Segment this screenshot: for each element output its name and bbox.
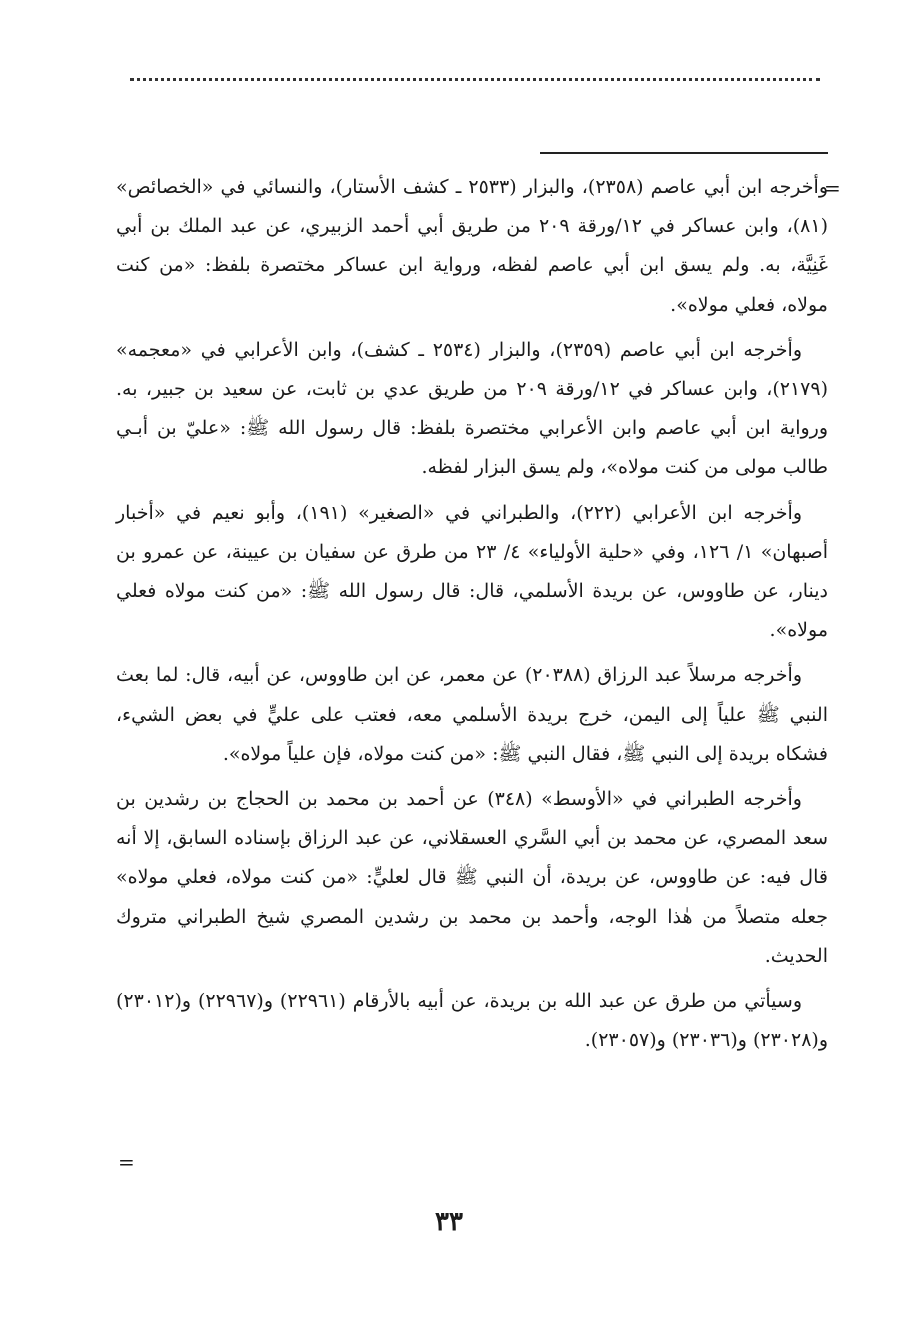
footnote-paragraph: وأخرجه الطبراني في «الأوسط» (٣٤٨) عن أحمد بن محمد بن الحجاج بن رشدين بن سعد المصري، عن محمد بن أبي السَّري العسقلاني، عن عبد الرزاق بإسناده السابق، إلا أنه قال فيه: عن طاووس، عن بريدة، أن النبي ﷺ قال لعليٍّ: «من كنت مولاه، فعلي مولاه» جعله متصلاً من هٰذا الوجه، وأحمد بن محمد بن رشدين المصري شيخ الطبراني متروك الحديث. [116,788,828,967]
footnote-paragraph: وأخرجه ابن أبي عاصم (٢٣٥٨)، والبزار (٢٥٣٣ ـ كشف الأستار)، والنسائي في «الخصائص» (٨١)، وابن عساكر في ١٢/ورقة ٢٠٩ من طريق أبي أحمد الزبيري، عن عبد الملك بن أبي غَنِيَّة، به. ولم يسق ابن أبي عاصم لفظه، ورواية ابن عساكر مختصرة بلفظ: «من كنت مولاه، فعلي مولاه». [116,176,829,316]
footnote-paragraph: وأخرجه ابن أبي عاصم (٢٣٥٩)، والبزار (٢٥٣٤ ـ كشف)، وابن الأعرابي في «معجمه» (٢١٧٩)، وابن عساكر في ١٢/ورقة ٢٠٩ من طريق عدي بن ثابت، عن سعيد بن جبير، به. ورواية ابن أبي عاصم وابن الأعرابي مختصرة بلفظ: قال رسول الله ﷺ: «عليّ بن أبـي طالب مولى من كنت مولاه»، ولم يسق البزار لفظه. [116,338,828,479]
dotted-separator [130,78,820,81]
footnote-paragraph: وأخرجه ابن الأعرابي (٢٢٢)، والطبراني في «الصغير» (١٩١)، وأبو نعيم في «أخبار أصبهان» ١/ ١٢٦، وفي «حلية الأولياء» ٤/ ٢٣ من طرق عن سفيان بن عيينة، عن عمرو بن دينار، عن طاووس، عن بريدة الأسلمي، قال: قال رسول الله ﷺ: «من كنت مولاه فعلي مولاه». [116,501,828,642]
page-number: ٣٣ [435,1207,463,1237]
continuation-mark-top: = [824,176,841,200]
footnote-rule [540,152,828,154]
continuation-mark-bottom: = [118,1150,135,1174]
footnote-text [116,168,828,1066]
footnote-paragraph: وأخرجه مرسلاً عبد الرزاق (٢٠٣٨٨) عن معمر، عن ابن طاووس، عن أبيه، قال: لما بعث النبي ﷺ علياً إلى اليمن، خرج بريدة الأسلمي معه، فعتب على عليٍّ في بعض الشيء، فشكاه بريدة إلى النبي ﷺ، فقال النبي ﷺ: «من كنت مولاه، فإن علياً مولاه». [116,664,828,765]
footnote-paragraph: وسيأتي من طرق عن عبد الله بن بريدة، عن أبيه بالأرقام (٢٢٩٦١) و(٢٢٩٦٧) و(٢٣٠١٢) و(٢٣٠٢٨) و(٢٣٠٣٦) و(٢٣٠٥٧). [116,990,828,1052]
